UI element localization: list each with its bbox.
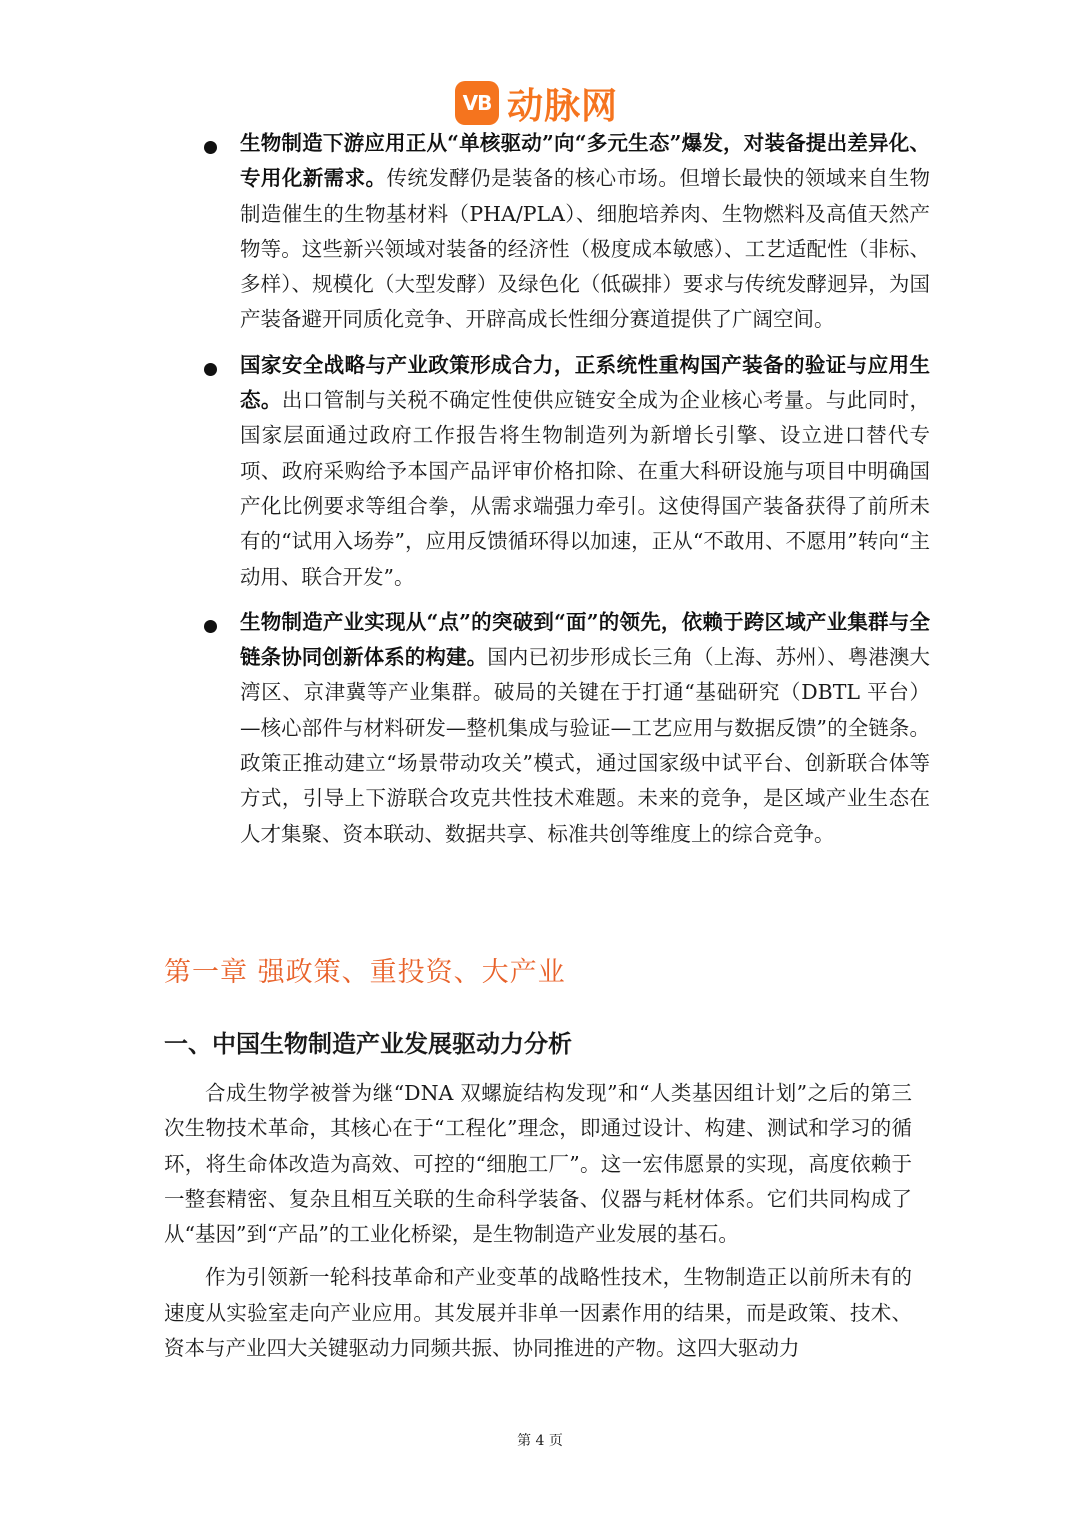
bullet-dot-icon xyxy=(204,363,217,376)
bullet-body: 传统发酵仍是装备的核心市场。但增长最快的领域来自生物制造催生的生物基材料（PHA/PLA）、细胞培养肉、生物燃料及高值天然产物等。这些新兴领域对装备的经济性（极度成本敏感）、工艺适配性（非标、多样）、规模化（大型发酵）及绿色化（低碳排）要求与传统发酵迥异，为国产装备避开同质化竞争、开辟高成长性细分赛道提供了广阔空间。 xyxy=(240,166,930,332)
bullet-item xyxy=(200,348,930,595)
bullet-paragraph xyxy=(240,348,930,595)
section-title: 一、中国生物制造产业发展驱动力分析 xyxy=(164,1030,572,1058)
summary-bullet-list xyxy=(200,126,930,862)
bullet-lead: 生物制造下游应用正从“单核驱动”向“多元生态”爆发，对装备提出差异化、专用化新需求。 xyxy=(240,131,930,191)
body-paragraph: 合成生物学被誉为继“DNA 双螺旋结构发现”和“人类基因组计划”之后的第三次生物技术革命，其核心在于“工程化”理念，即通过设计、构建、测试和学习的循环，将生命体改造为高效、可控的“细胞工厂”。这一宏伟愿景的实现，高度依赖于一整套精密、复杂且相互关联的生命科学装备、仪器与耗材体系。它们共同构成了从“基因”到“产品”的工业化桥梁，是生物制造产业发展的基石。 xyxy=(164,1081,912,1247)
chapter-title: 第一章 强政策、重投资、大产业 xyxy=(164,957,566,988)
bullet-body: 出口管制与关税不确定性使供应链安全成为企业核心考量。与此同时，国家层面通过政府工作报告将生物制造列为新增长引擎、设立进口替代专项、政府采购给予本国产品评审价格扣除、在重大科研设施与项目中明确国产化比例要求等组合拳，从需求端强力牵引。这使得国产装备获得了前所未有的“试用入场券”，应用反馈循环得以加速，正从“不敢用、不愿用”转向“主动用、联合开发”。 xyxy=(240,388,930,589)
logo-badge-icon: VB xyxy=(455,81,499,125)
bullet-dot-icon xyxy=(204,141,217,154)
body-text xyxy=(164,1076,912,1374)
body-paragraph: 作为引领新一轮科技革命和产业变革的战略性技术，生物制造正以前所未有的速度从实验室走向产业应用。其发展并非单一因素作用的结果，而是政策、技术、资本与产业四大关键驱动力同频共振、协同推进的产物。这四大驱动力 xyxy=(164,1265,912,1361)
bullet-item xyxy=(200,126,930,338)
bullet-lead: 生物制造产业实现从“点”的突破到“面”的领先，依赖于跨区域产业集群与全链条协同创新体系的构建。 xyxy=(240,609,930,670)
page-number: 第 4 页 xyxy=(517,1433,563,1449)
logo-text: 动脉网 xyxy=(507,85,619,127)
bullet-paragraph xyxy=(240,126,930,338)
bullet-paragraph xyxy=(240,605,930,852)
brand-logo xyxy=(455,80,618,126)
bullet-body: 国内已初步形成长三角（上海、苏州）、粤港澳大湾区、京津冀等产业集群。破局的关键在于打通“基础研究（DBTL 平台）—核心部件与材料研发—整机集成与验证—工艺应用与数据反馈”的全链条。政策正推动建立“场景带动攻关”模式，通过国家级中试平台、创新联合体等方式，引导上下游联合攻克共性技术难题。未来的竞争，是区域产业生态在人才集聚、资本联动、数据共享、标准共创等维度上的综合竞争。 xyxy=(240,645,931,846)
bullet-lead: 国家安全战略与产业政策形成合力，正系统性重构国产装备的验证与应用生态。 xyxy=(240,352,930,413)
bullet-item xyxy=(200,605,930,852)
bullet-dot-icon xyxy=(204,620,217,633)
